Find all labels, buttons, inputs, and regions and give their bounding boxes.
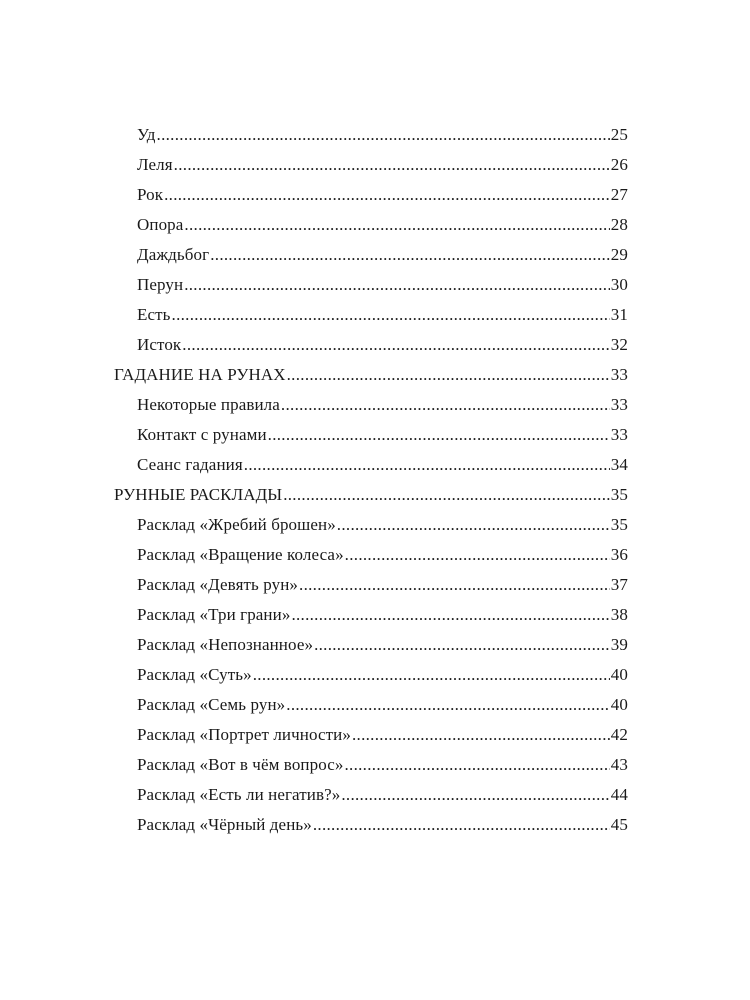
toc-section-heading [114, 360, 628, 390]
toc-entry [137, 120, 628, 150]
toc-page-number: 35 [610, 485, 628, 504]
toc-entry-title: Расклад «Вот в чём вопрос» [137, 755, 344, 774]
toc-entry [137, 450, 628, 480]
toc-entry-title: Расклад «Вращение колеса» [137, 545, 344, 564]
toc-entry [137, 630, 628, 660]
toc-page-number: 40 [610, 665, 628, 684]
toc-entry-title: Расклад «Портрет личности» [137, 725, 351, 744]
toc-dot-leader [341, 780, 609, 810]
toc-dot-leader [291, 600, 609, 630]
toc-entry [137, 570, 628, 600]
toc-dot-leader [281, 390, 610, 420]
toc-entry-title: Расклад «Суть» [137, 665, 252, 684]
toc-entry [137, 270, 628, 300]
toc-entry-title: Расклад «Семь рун» [137, 695, 286, 714]
toc-entry-title: Рок [137, 185, 164, 204]
toc-entry-title: Есть [137, 305, 171, 324]
toc-dot-leader [164, 180, 610, 210]
toc-entry-title: Контакт с рунами [137, 425, 267, 444]
toc-page-number: 45 [610, 815, 628, 834]
toc-entry [137, 690, 628, 720]
toc-entry [137, 300, 628, 330]
toc-entry [137, 210, 628, 240]
toc-dot-leader [210, 240, 610, 270]
toc-entry-title: Опора [137, 215, 184, 234]
toc-entry-title: РУННЫЕ РАСКЛАДЫ [114, 485, 283, 504]
toc-entry-title: Исток [137, 335, 182, 354]
toc-entry-title: ГАДАНИЕ НА РУНАХ [114, 365, 286, 384]
toc-page-number: 39 [610, 635, 628, 654]
toc-dot-leader [314, 630, 610, 660]
toc-page-number: 38 [610, 605, 628, 624]
toc-entry [137, 600, 628, 630]
toc-dot-leader [182, 330, 610, 360]
toc-entry-title: Уд [137, 125, 156, 144]
toc-entry-title: Перун [137, 275, 184, 294]
toc-entry-title: Леля [137, 155, 173, 174]
toc-entry [137, 810, 628, 840]
toc-page-number: 33 [610, 365, 628, 384]
toc-page-number: 28 [610, 215, 628, 234]
toc-dot-leader [287, 360, 610, 390]
toc-dot-leader [268, 420, 610, 450]
toc-dot-leader [184, 270, 610, 300]
toc-page-number: 26 [610, 155, 628, 174]
toc-dot-leader [352, 720, 610, 750]
toc-page-number: 37 [610, 575, 628, 594]
toc-entry-title: Расклад «Непознанное» [137, 635, 314, 654]
toc-page-number: 33 [610, 395, 628, 414]
toc-entry [137, 390, 628, 420]
toc-dot-leader [244, 450, 610, 480]
toc-entry-title: Расклад «Жребий брошен» [137, 515, 336, 534]
toc-entry [137, 240, 628, 270]
toc-entry-title: Расклад «Есть ли негатив?» [137, 785, 341, 804]
toc-entry [137, 540, 628, 570]
toc-entry [137, 780, 628, 810]
toc-entry [137, 750, 628, 780]
toc-entry-title: Расклад «Чёрный день» [137, 815, 312, 834]
toc-page-number: 35 [610, 515, 628, 534]
toc-page-number: 33 [610, 425, 628, 444]
toc-dot-leader [172, 300, 610, 330]
toc-entry [137, 720, 628, 750]
toc-page-number: 36 [610, 545, 628, 564]
toc-dot-leader [337, 510, 610, 540]
toc-page-number: 44 [610, 785, 628, 804]
toc-page-number: 29 [610, 245, 628, 264]
toc-dot-leader [184, 210, 609, 240]
toc-entry [137, 150, 628, 180]
toc-page-number: 42 [610, 725, 628, 744]
toc-page-number: 31 [610, 305, 628, 324]
toc-page-number: 34 [610, 455, 628, 474]
toc-section-heading [114, 480, 628, 510]
toc-page-number: 30 [610, 275, 628, 294]
toc-entry [137, 510, 628, 540]
toc-dot-leader [344, 750, 609, 780]
toc-dot-leader [299, 570, 610, 600]
toc-entry [137, 660, 628, 690]
toc-entry-title: Расклад «Девять рун» [137, 575, 299, 594]
toc-dot-leader [345, 540, 610, 570]
toc-entry [137, 420, 628, 450]
toc-entry [137, 180, 628, 210]
toc-page-number: 43 [610, 755, 628, 774]
toc-entry-title: Расклад «Три грани» [137, 605, 291, 624]
toc-entry-title: Сеанс гадания [137, 455, 243, 474]
toc-dot-leader [174, 150, 610, 180]
toc-dot-leader [157, 120, 610, 150]
toc-entry-title: Некоторые правила [137, 395, 280, 414]
toc-entry [137, 330, 628, 360]
toc-dot-leader [283, 480, 610, 510]
toc-dot-leader [313, 810, 610, 840]
toc-dot-leader [253, 660, 610, 690]
toc-dot-leader [286, 690, 610, 720]
toc-page-number: 40 [610, 695, 628, 714]
toc-entry-title: Даждьбог [137, 245, 210, 264]
toc-page-number: 32 [610, 335, 628, 354]
toc-page-number: 27 [610, 185, 628, 204]
toc-page-number: 25 [610, 125, 628, 144]
